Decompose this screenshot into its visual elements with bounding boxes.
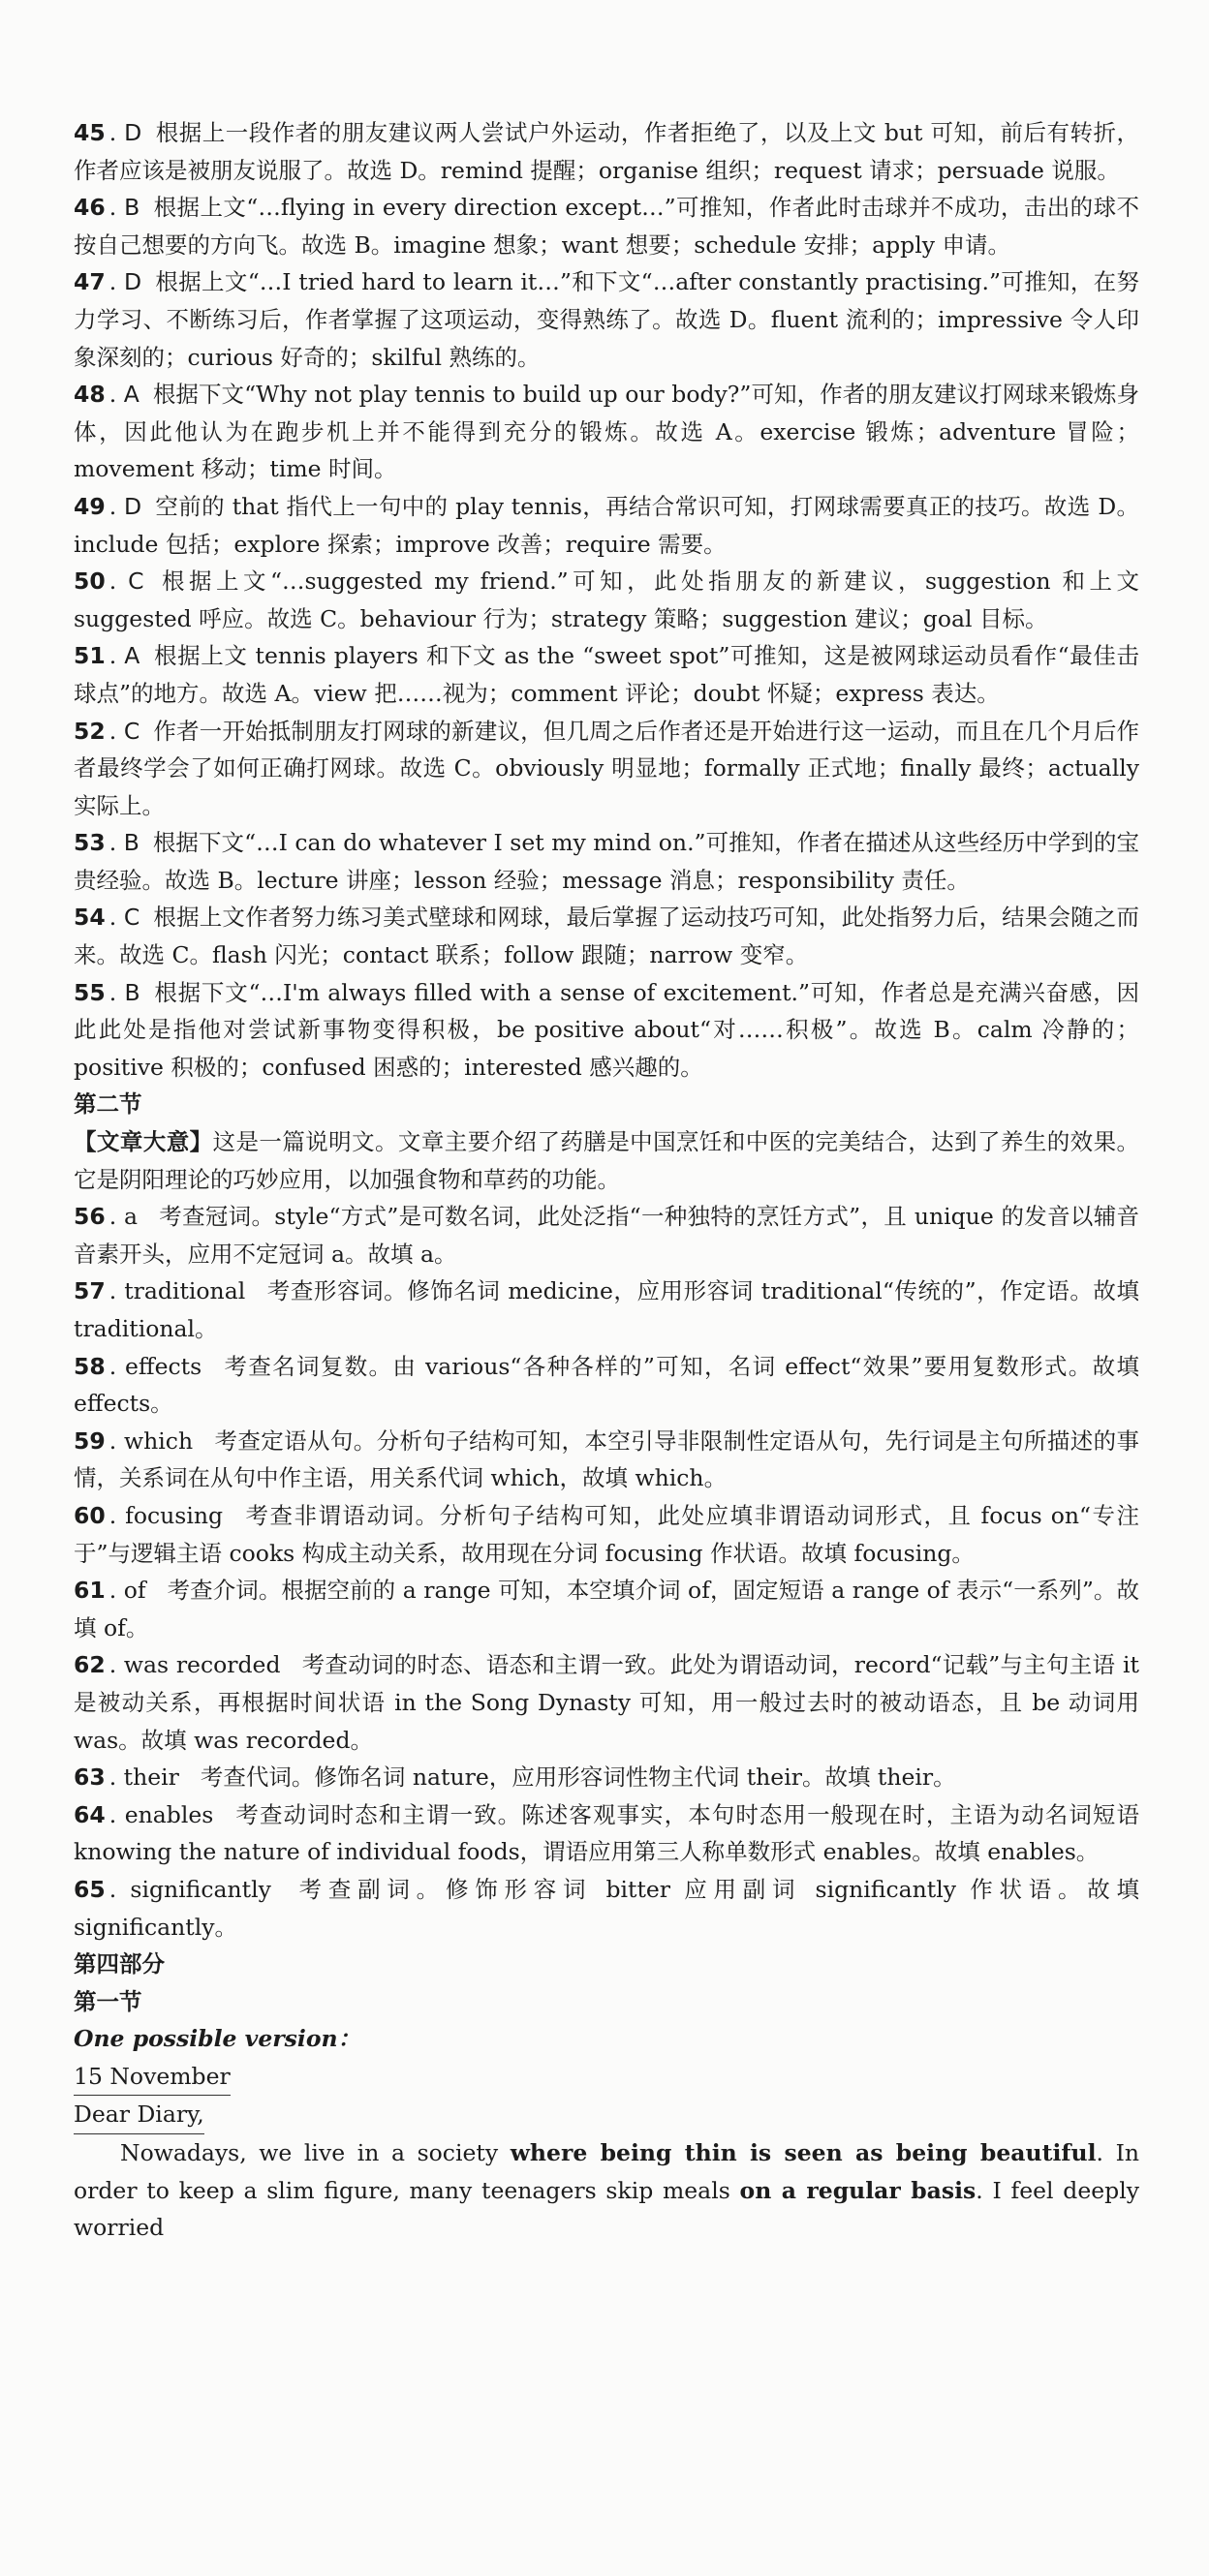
item-explanation: 作者一开始抵制朋友打网球的新建议，但几周之后作者还是开始进行这一运动，而且在几个月后作者最终学会了如何正确打网球。故选 C。obviously 明显地；formally 正式地；finally 最终；actually 实际上。 (74, 717, 1139, 819)
item-answer: A (124, 642, 140, 670)
number-dot: . (108, 268, 124, 296)
answer-item (74, 713, 1139, 825)
item-number: 51 (74, 642, 106, 670)
number-dot: . (108, 717, 124, 745)
answer-item (74, 263, 1139, 376)
item-explanation: 空前的 that 指代上一句中的 play tennis，再结合常识可知，打网球需要真正的技巧。故选 D。include 包括；explore 探索；improve 改善；require 需要。 (74, 492, 1139, 558)
item-number: 52 (74, 717, 106, 745)
item-number: 63 (74, 1763, 106, 1792)
answer-item (74, 974, 1139, 1087)
item-explanation: 考查动词的时态、语态和主谓一致。此处为谓语动词，record“记载”与主句主语 it 是被动关系，再根据时间状语 in the Song Dynasty 可知，用一般过去时的被动语态，且 be 动词用 was。故填 was recorded。 (74, 1651, 1139, 1754)
summary-text: 这是一篇说明文。文章主要介绍了药膳是中国烹饪和中医的完美结合，达到了养生的效果。它是阴阳理论的巧妙应用，以加强食物和草药的功能。 (74, 1128, 1140, 1193)
number-dot: . (108, 1800, 125, 1828)
number-dot: . (108, 642, 125, 670)
fill-item (74, 1871, 1139, 1946)
item-explanation: 根据上文“…flying in every direction except…”可推知，作者此时击球并不成功，击出的球不按自己想要的方向飞。故选 B。imagine 想象；want 想要；schedule 安排；apply 申请。 (74, 194, 1139, 259)
number-dot: . (108, 829, 124, 857)
item-number: 50 (74, 567, 106, 596)
answer-item (74, 824, 1139, 899)
essay-text: . I feel deeply worried (74, 2176, 1139, 2242)
item-answer: B (124, 978, 140, 1006)
item-explanation: 考查动词时态和主谓一致。陈述客观事实，本句时态用一般现在时，主语为动名词短语 knowing the nature of individual foods，谓语应用第三人称单数形式 enables。故填 enables。 (74, 1800, 1139, 1866)
number-dot: . (108, 381, 124, 409)
fill-item (74, 1572, 1139, 1646)
item-number: 65 (74, 1875, 106, 1903)
essay-highlight: where being thin is seen as being beautiful (510, 2139, 1097, 2167)
fill-word: a (123, 1203, 138, 1231)
item-explanation: 考查冠词。style“方式”是可数名词，此处泛指“一种独特的烹饪方式”，且 unique 的发音以辅音音素开头，应用不定冠词 a。故填 a。 (74, 1203, 1139, 1268)
number-dot: . (108, 1763, 124, 1792)
number-dot: . (108, 1501, 126, 1529)
item-explanation: 考查代词。修饰名词 nature，应用形容词性物主代词 their。故填 their。 (200, 1763, 956, 1792)
fill-item (74, 1423, 1139, 1497)
number-dot: . (108, 904, 124, 932)
fill-word: effects (124, 1352, 202, 1380)
item-number: 55 (74, 978, 106, 1006)
item-answer: C (128, 567, 144, 596)
answer-item (74, 637, 1139, 712)
item-number: 56 (74, 1203, 106, 1231)
fill-answer-list (74, 1198, 1139, 1946)
number-dot: . (108, 492, 124, 520)
essay-greeting: Dear Diary, (74, 2096, 204, 2134)
fill-word: significantly (130, 1875, 271, 1903)
item-number: 48 (74, 381, 106, 409)
number-dot: . (108, 1203, 124, 1231)
item-explanation: 根据下文“…I'm always filled with a sense of excitement.”可知，作者总是充满兴奋感，因此此处是指他对尝试新事物变得积极，be positive about“对……积极”。故选 B。calm 冷静的；positive 积极的；confused 困惑的；interested 感兴趣的。 (74, 978, 1139, 1081)
section-heading-2: 第二节 (74, 1090, 142, 1119)
essay-date: 15 November (74, 2058, 231, 2097)
number-dot: . (108, 1875, 131, 1903)
part3-answer-list (74, 114, 1139, 1086)
number-dot: . (108, 1651, 124, 1679)
answer-item (74, 189, 1139, 263)
number-dot: . (108, 194, 125, 222)
fill-item (74, 1273, 1139, 1347)
number-dot: . (108, 1577, 124, 1605)
item-number: 60 (74, 1501, 106, 1529)
number-dot: . (108, 1426, 125, 1455)
article-summary (74, 1123, 1139, 1198)
fill-item (74, 1198, 1139, 1273)
item-number: 53 (74, 829, 106, 857)
summary-label: 【文章大意】 (74, 1128, 213, 1156)
fill-word: of (123, 1577, 146, 1605)
fill-item (74, 1646, 1139, 1759)
item-explanation: 根据下文“Why not play tennis to build up our body?”可知，作者的朋友建议打网球来锻炼身体，因此他认为在跑步机上并不能得到充分的锻炼。故选 A。exercise 锻炼；adventure 冒险；movement 移动；time 时间。 (74, 381, 1139, 483)
version-label: One possible version： (74, 2025, 361, 2053)
essay-text: Nowadays, we live in a society (120, 2139, 511, 2167)
item-explanation: 考查介词。根据空前的 a range 可知，本空填介词 of，固定短语 a range of 表示“一系列”。故填 of。 (74, 1577, 1139, 1641)
answer-item (74, 563, 1139, 637)
item-explanation: 根据上文作者努力练习美式壁球和网球，最后掌握了运动技巧可知，此处指努力后，结果会随之而来。故选 C。flash 闪光；contact 联系；follow 跟随；narrow 变窄。 (74, 904, 1139, 969)
fill-word: which (124, 1426, 194, 1455)
item-number: 47 (74, 268, 106, 296)
item-number: 57 (74, 1277, 106, 1305)
item-answer: C (123, 717, 140, 745)
answer-item (74, 114, 1139, 189)
fill-item (74, 1796, 1139, 1871)
item-explanation: 根据上文“…I tried hard to learn it…”和下文“…after constantly practising.”可推知，在努力学习、不断练习后，作者掌握了这项运动，变得熟练了。故选 D。fluent 流利的；impressive 令人印象深刻的；curious 好奇的；skilful 熟练的。 (74, 268, 1139, 371)
item-answer: A (123, 381, 140, 409)
number-dot: . (108, 1277, 125, 1305)
item-explanation: 根据上一段作者的朋友建议两人尝试户外运动，作者拒绝了，以及上文 but 可知，前后有转折，作者应该是被朋友说服了。故选 D。remind 提醒；organise 组织；request 请求；persuade 说服。 (74, 119, 1139, 184)
item-explanation: 考查名词复数。由 various“各种各样的”可知，名词 effect“效果”要用复数形式。故填 effects。 (74, 1352, 1139, 1418)
fill-word: enables (124, 1800, 214, 1828)
item-answer: B (123, 829, 140, 857)
fill-word: focusing (125, 1501, 224, 1529)
fill-item (74, 1348, 1139, 1423)
item-answer: D (124, 119, 142, 146)
item-explanation: 考查定语从句。分析句子结构可知，本空引导非限制性定语从句，先行词是主句所描述的事情，关系词在从句中作主语，用关系代词 which，故填 which。 (74, 1426, 1140, 1492)
number-dot: . (108, 567, 129, 596)
fill-item (74, 1759, 1139, 1796)
number-dot: . (108, 1352, 125, 1380)
item-number: 54 (74, 904, 106, 932)
item-number: 46 (74, 194, 106, 222)
item-answer: B (124, 194, 140, 222)
number-dot: . (108, 978, 125, 1006)
fill-word: was recorded (123, 1651, 281, 1679)
item-explanation: 根据下文“…I can do whatever I set my mind on.”可推知，作者在描述从这些经历中学到的宝贵经验。故选 B。lecture 讲座；lesson 经验；message 消息；responsibility 责任。 (74, 829, 1139, 894)
essay-highlight: on a regular basis (739, 2176, 976, 2204)
item-answer: D (123, 268, 142, 296)
item-explanation: 根据上文“…suggested my friend.”可知，此处指朋友的新建议，suggestion 和上文 suggested 呼应。故选 C。behaviour 行为；strategy 策略；suggestion 建议；goal 目标。 (74, 567, 1139, 632)
answer-item (74, 899, 1139, 973)
essay-paragraph (74, 2134, 1139, 2247)
fill-word: their (123, 1763, 179, 1792)
section-heading-1: 第一节 (74, 1987, 142, 2015)
number-dot: . (108, 119, 125, 146)
item-number: 58 (74, 1352, 106, 1380)
essay-text: . In order to keep a slim figure, many teenagers skip meals (74, 2139, 1140, 2204)
item-number: 59 (74, 1426, 106, 1455)
fill-word: traditional (124, 1277, 246, 1305)
item-number: 61 (74, 1577, 106, 1605)
item-answer: D (123, 492, 142, 520)
item-explanation: 根据上文 tennis players 和下文 as the “sweet spot”可推知，这是被网球运动员看作“最佳击球点”的地方。故选 A。view 把……视为；comment 评论；doubt 怀疑；express 表达。 (74, 642, 1139, 707)
item-number: 62 (74, 1651, 106, 1679)
answer-item (74, 488, 1139, 563)
item-number: 45 (74, 119, 106, 146)
fill-item (74, 1497, 1139, 1572)
item-explanation: 考查副词。修饰形容词 bitter 应用副词 significantly 作状语。故填 significantly。 (74, 1875, 1139, 1941)
part4-heading: 第四部分 (74, 1950, 165, 1978)
item-number: 64 (74, 1800, 106, 1828)
answer-item (74, 376, 1139, 488)
item-answer: C (123, 904, 140, 932)
item-explanation: 考查形容词。修饰名词 medicine，应用形容词 traditional“传统的”，作定语。故填 traditional。 (74, 1277, 1139, 1342)
item-number: 49 (74, 492, 106, 520)
item-explanation: 考查非谓语动词。分析句子结构可知，此处应填非谓语动词形式，且 focus on“专注于”与逻辑主语 cooks 构成主动关系，故用现在分词 focusing 作状语。故填 focusing。 (74, 1501, 1139, 1567)
